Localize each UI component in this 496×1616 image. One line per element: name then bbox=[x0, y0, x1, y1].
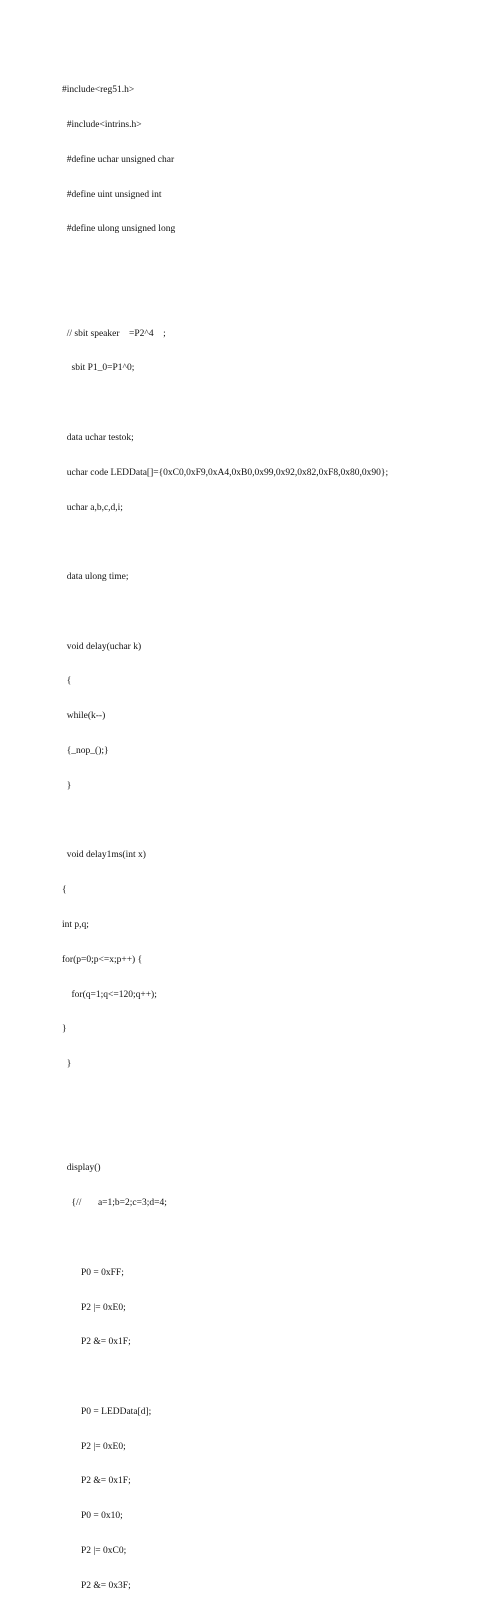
code-line: P2 &= 0x3F; bbox=[62, 1580, 131, 1591]
code-line: data ulong time; bbox=[62, 572, 129, 583]
code-line: {// a=1;b=2;c=3;d=4; bbox=[62, 1198, 167, 1209]
code-line bbox=[62, 398, 482, 410]
code-line: } bbox=[62, 1024, 67, 1035]
code-line: { bbox=[62, 676, 72, 687]
code-line bbox=[62, 1372, 482, 1384]
code-line: data uchar testok; bbox=[62, 433, 134, 443]
code-line: #define uint unsigned int bbox=[62, 189, 162, 200]
code-line: P2 |= 0xC0; bbox=[62, 1546, 127, 1556]
code-line: // sbit speaker =P2^4 ; bbox=[62, 328, 166, 339]
code-line: P2 |= 0xE0; bbox=[62, 1441, 126, 1452]
code-line: for(q=1;q<=120;q++); bbox=[62, 989, 157, 1000]
code-line: while(k--) bbox=[62, 711, 106, 722]
code-line: sbit P1_0=P1^0; bbox=[62, 363, 135, 374]
code-line: {_nop_();} bbox=[62, 746, 109, 757]
code-line bbox=[62, 607, 482, 619]
code-line: uchar code LEDData[]={0xC0,0xF9,0xA4,0xB0,0x99,0x92,0x82,0xF8,0x80,0x90}; bbox=[62, 467, 389, 478]
code-line bbox=[62, 294, 482, 306]
code-line: for(p=0;p<=x;p++) { bbox=[62, 954, 143, 965]
code-line: } bbox=[62, 780, 72, 791]
code-line: void delay1ms(int x) bbox=[62, 850, 146, 861]
code-line: display() bbox=[62, 1163, 101, 1174]
code-line bbox=[62, 1094, 482, 1106]
code-line: { bbox=[62, 885, 67, 896]
code-line bbox=[62, 816, 482, 828]
code-line: P0 = 0xFF; bbox=[62, 1267, 124, 1278]
code-line: #include<reg51.h> bbox=[62, 85, 135, 96]
code-line: P0 = LEDData[d]; bbox=[62, 1406, 152, 1417]
code-line: #define uchar unsigned char bbox=[62, 154, 175, 165]
code-listing bbox=[62, 62, 482, 1616]
code-line: void delay(uchar k) bbox=[62, 641, 142, 652]
code-line: #define ulong unsigned long bbox=[62, 224, 176, 235]
code-line: P2 &= 0x1F; bbox=[62, 1337, 131, 1348]
code-line: int p,q; bbox=[62, 919, 89, 930]
code-line: } bbox=[62, 1059, 72, 1070]
code-line: uchar a,b,c,d,i; bbox=[62, 502, 123, 513]
code-line bbox=[62, 537, 482, 549]
code-line bbox=[62, 1129, 482, 1141]
code-line: P2 &= 0x1F; bbox=[62, 1476, 131, 1487]
code-line bbox=[62, 1233, 482, 1245]
code-line: P2 |= 0xE0; bbox=[62, 1302, 126, 1313]
code-line: #include<intrins.h> bbox=[62, 119, 142, 130]
code-line: P0 = 0x10; bbox=[62, 1511, 123, 1522]
code-line bbox=[62, 259, 482, 271]
